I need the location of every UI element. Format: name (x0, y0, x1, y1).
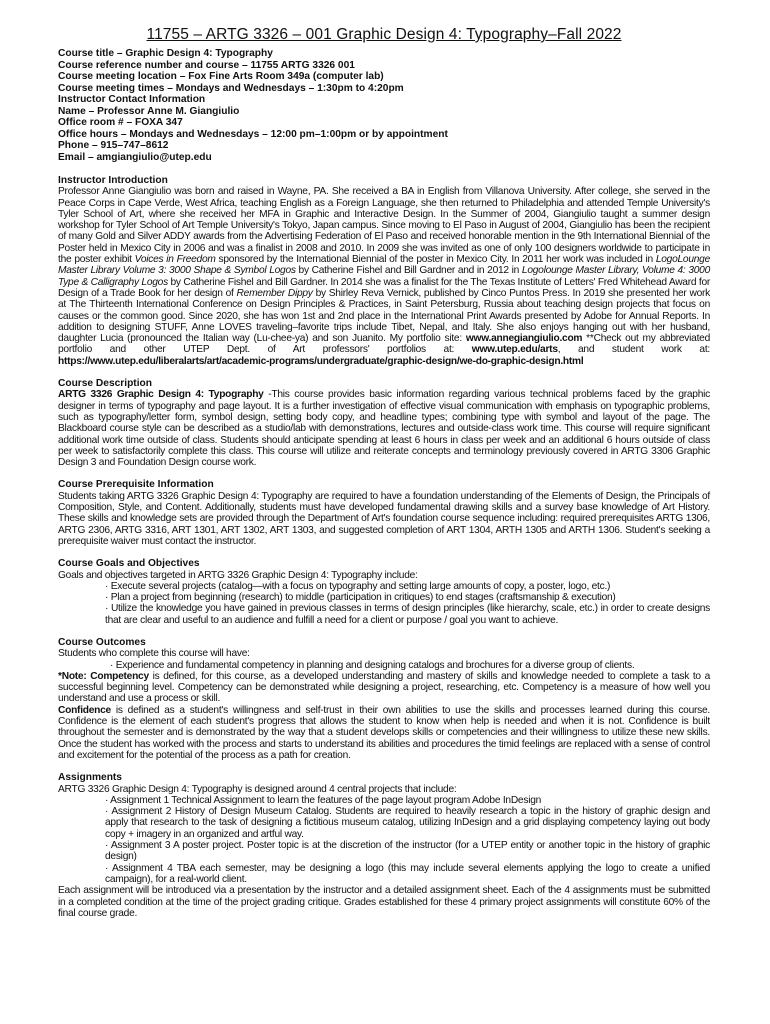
outcome-item: · Experience and fundamental competency in planning and designing catalogs and brochures for a diverse group of clients. (110, 659, 635, 671)
bio-text-7: , and student work at: (557, 344, 710, 356)
assignments-section (58, 772, 710, 919)
prerequisite-heading: Course Prerequisite Information (58, 479, 214, 491)
prerequisite-section (58, 479, 710, 547)
assignment-item: · Assignment 4 TBA each semester, may be designing a logo (this may include several elements applying the logo to create a unified campaign), for a real-world client. (105, 862, 710, 885)
student-work-link[interactable]: https://www.utep.edu/liberalarts/art/academic-programs/undergraduate/graphic-design/we-do-graphic-design.html (58, 355, 584, 367)
confidence-text: is defined as a student's willingness and self-trust in their own abilities to use the skills and processes learned during this course. Confidence is the element of each student's progress that allows the student to know when help is needed and when it is not. Confidence is built throughout the semester and is demonstrated by the way that a student develops skills or competencies and their willingness to utilize these new skills. Once the student has worked with the process and starts to understand its abilities and procedures the timid feelings are replaced with a sense of control and excitement for the potential of the process as a path for creation. (58, 704, 710, 761)
document-title: 11755 – ARTG 3326 – 001 Graphic Design 4: Typography–Fall 2022 (146, 26, 622, 43)
goals-intro: Goals and objectives targeted in ARTG 3326 Graphic Design 4: Typography include: (58, 569, 418, 581)
instructor-bio-paragraph (58, 186, 710, 367)
course-reference-line: Course reference number and course – 11755 ARTG 3326 001 (58, 59, 355, 71)
competency-text: is defined, for this course, as a developed understanding and mastery of skills and knowledge needed to complete a task to a successful beginning level. Competency can be demonstrated while designing a project, researching, etc. Competency is a measure of how well you understand and use a process or skill. (58, 670, 710, 705)
bio-book-title-2: Logolounge Master Library, Volume 4: 3000 Type & Calligraphy Logos (58, 265, 710, 288)
prerequisite-paragraph: Students taking ARTG 3326 Graphic Design 4: Typography are required to have a foundation understanding of the Elements of Design, the Principals of Composition, Style, and Content. Additionally, students must have developed fundamental drawing skills and a survey base knowledge of Art History. These skills and knowledge sets are provided through the Department of Art's foundation course sequence including: required prerequisites ARTG 1306, ARTG 2306, ARTG 3316, ART 1301, ART 1302, ART 1303, and suggested completion of ART 1304, ARTH 1305 and ARTH 1306. Student's seeking a prerequisite waiver must contact the instructor. (58, 490, 710, 547)
phone-line: Phone – 915–747–8612 (58, 140, 169, 151)
instructor-contact-heading: Instructor Contact Information (58, 94, 206, 105)
confidence-label: Confidence (58, 704, 111, 716)
course-description-section (58, 378, 710, 468)
course-info-block (58, 48, 710, 163)
assignment-item: · Assignment 1 Technical Assignment to learn the features of the page layout program Adobe InDesign (105, 794, 542, 806)
goal-item: · Utilize the knowledge you have gained in previous classes in terms of design principles (like hierarchy, scale, etc.) in order to create designs that are clear and useful to an audience and fulfill a need for a client or purpose / goal you want to achieve. (105, 603, 710, 626)
confidence-note (58, 705, 710, 761)
goal-item: · Plan a project from beginning (research) to middle (participation in critiques) to end stages (craftsmanship & execution) (105, 592, 616, 604)
assignments-closing: Each assignment will be introduced via a presentation by the instructor and a detailed assignment sheet. Each of the 4 assignments must be submitted in a completed condition at the time of the project grading critique. Grades established for these 4 primary project assignments will constitute 60% of the final course grade. (58, 885, 710, 919)
course-description-text: -This course provides basic information regarding various technical problems faced by the graphic designer in terms of typography and page layout. It is a further investigation of effective visual communication with emphasis on typographic problems, such as typography/letter form, symbol design, setting body copy, and headline types; combining type with symbol and layout of the page. The Blackboard course style can be described as a studio/lab with demonstrations, lectures and outside-class work time. This course will require significant additional work time outside of class. Students should anticipate spending at least 6 hours in class per week and an additional 6 hours outside of class per week to satisfactorily complete this class. This course will utilize and reiterate concepts and terminology previously covered in ARTG 3306 Graphic Design 3 and Foundation Design course work. (58, 389, 710, 469)
arts-link[interactable]: www.utep.edu/arts (471, 344, 558, 356)
office-hours-line: Office hours – Mondays and Wednesdays – 12:00 pm–1:00pm or by appointment (58, 128, 448, 140)
goal-item: · Execute several projects (catalog—with a focus on typography and setting large amounts of copy, a poster, logo, etc.) (105, 580, 611, 592)
email-line: Email – amgiangiulio@utep.edu (58, 151, 212, 163)
course-description-heading: Course Description (58, 378, 152, 390)
bio-text-4: by Catherine Fishel and Bill Gardner. In 2014 she was a finalist for the The Texas Institute of Letters' Fred Whitehead Award for Design of a Trade Book for her design of (58, 276, 710, 299)
meeting-location-line: Course meeting location – Fox Fine Arts Room 349a (computer lab) (58, 71, 384, 82)
competency-label: *Note: Competency (58, 670, 149, 682)
bio-text-3: by Catherine Fishel and Bill Gardner and in 2012 in (295, 265, 522, 277)
instructor-introduction-section (58, 175, 710, 367)
bio-exhibit-title: Voices in Freedom (134, 254, 216, 266)
outcomes-section (58, 637, 710, 761)
assignments-heading: Assignments (58, 772, 122, 784)
meeting-times-line: Course meeting times – Mondays and Wednesdays – 1:30pm to 4:20pm (58, 82, 404, 94)
office-room-line: Office room # – FOXA 347 (58, 117, 183, 128)
assignment-item: · Assignment 3 A poster project. Poster topic is at the discretion of the instructor (for a UTEP entity or another topic in the history of graphic design) (105, 840, 710, 863)
bio-book-title-1: LogoLounge Master Library Volume 3: 3000 Shape & Symbol Logos (58, 254, 711, 277)
course-title-line: Course title – Graphic Design 4: Typography (58, 48, 273, 59)
competency-note (58, 671, 710, 705)
portfolio-link[interactable]: www.annegiangiulio.com (465, 333, 583, 345)
bio-text-1: Professor Anne Giangiulio was born and raised in Wayne, PA. She received a BA in English from Villanova University. After college, she served in the Peace Corps in Cape Verde, West Africa, teaching English as a Foreign Language, she then returned to Philadelphia and attended Temple University's Tyler School of Art, where she received her MFA in Graphic and Interactive Design. In the Summer of 2004, Giangiulio taught a summer design workshop for Tyler School of Art Temple University's Tokyo, Japan campus. Since moving to El Paso in August of 2004, Giangiulio has been the recipient of many Gold and Silver ADDY awards from the Advertising Federation of El Paso and received honorable mention in the 9th International Biennial of the Poster held in Mexico City in 2006 and was a finalist in 2008 and 2010. In 2009 she was invited as one of only 100 designers worldwide to participate in the poster exhibit (58, 186, 710, 266)
course-description-lead: ARTG 3326 Graphic Design 4: Typography (58, 389, 264, 401)
bio-text-2: sponsored by the International Biennial of the poster in Mexico City. In 2011 her work was included in (215, 254, 656, 266)
bio-book-title-3: Remember Dippy (236, 287, 313, 299)
outcomes-intro: Students who complete this course will have: (58, 648, 250, 660)
syllabus-page (58, 26, 710, 919)
bio-text-6: **Check out my abbreviated portfolio and other UTEP Dept. of Art professors' portfolios at: (58, 333, 710, 356)
course-description-paragraph (58, 389, 710, 468)
assignments-intro: ARTG 3326 Graphic Design 4: Typography is designed around 4 central projects that include: (58, 783, 457, 795)
outcomes-heading: Course Outcomes (58, 636, 146, 648)
instructor-introduction-heading: Instructor Introduction (58, 175, 168, 186)
assignment-item: · Assignment 2 History of Design Museum Catalog. Students are required to heavily research a topic in the history of graphic design and apply that research to the task of designing a fictitious museum catalog, utilizing InDesign and a grid displaying competency laying out body copy + imagery in an organized and artful way. (105, 806, 710, 840)
goals-heading: Course Goals and Objectives (58, 558, 200, 570)
instructor-name-line: Name – Professor Anne M. Giangiulio (58, 105, 240, 117)
goals-section (58, 558, 710, 626)
bio-text-5: by Shirley Reva Vernick, published by Cinco Puntos Press. In 2019 she presented her work at The Thirteenth International Conference on Design Principles & Practices, in Saint Petersburg, Russia about teaching design projects that focus on causes or the common good. Since 2020, she has won 1st and 2nd place in the International Print Awards presented by Adobe for Annual Reports. In addition to designing STUFF, Anne LOVES traveling–favorite trips include Tibet, Nepal, and Italy. She also enjoys hanging out with her husband, daughter Lucia (pronounced the Italian way (Lu-chee-ya) and son Juanito. My portfolio site: (58, 287, 711, 345)
